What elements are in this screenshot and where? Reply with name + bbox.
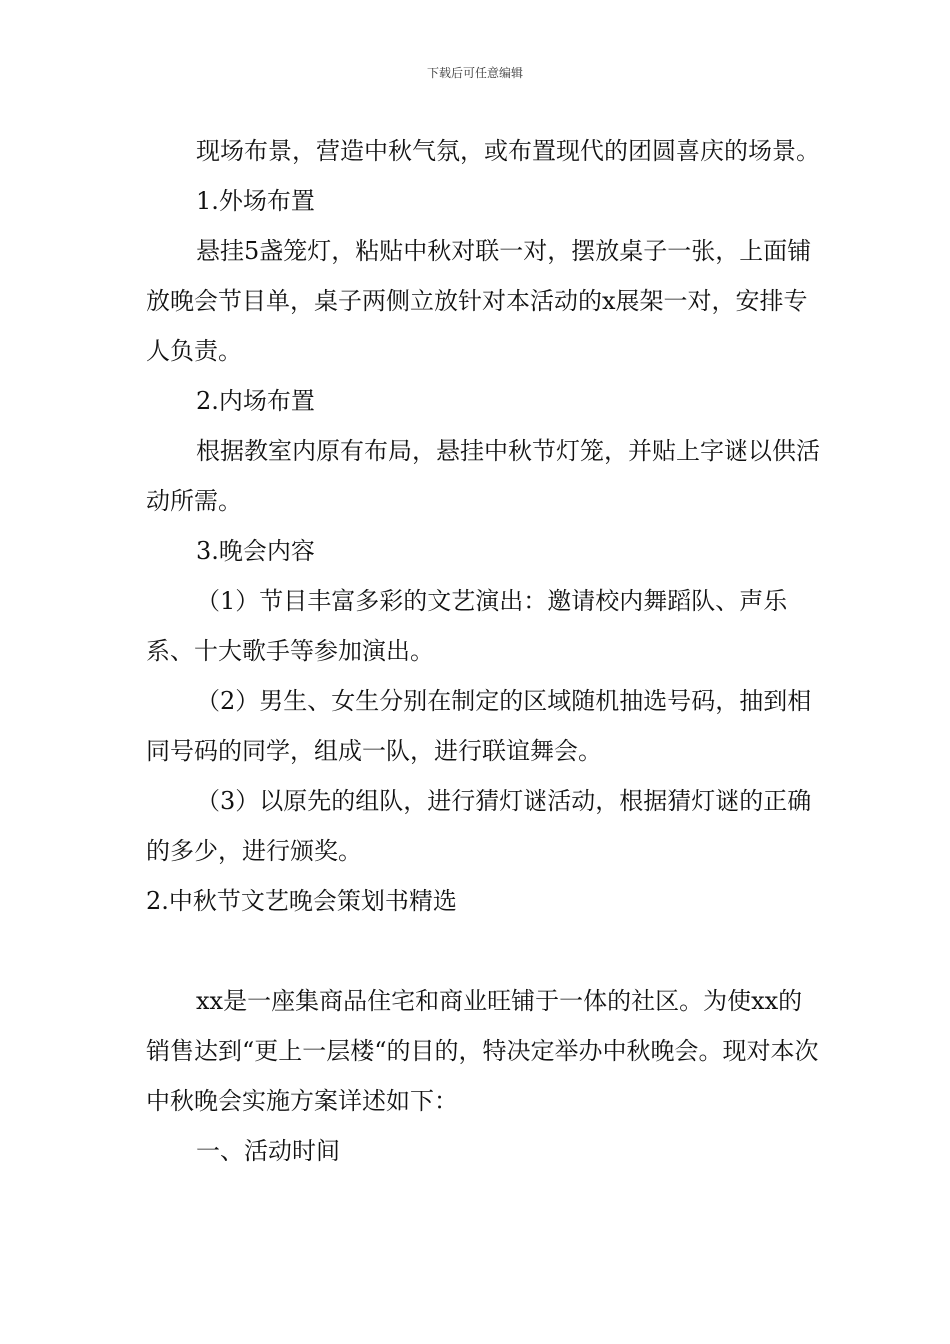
list-item-dance: （2）男生、女生分别在制定的区域随机抽选号码，抽到相同号码的同学，组成一队，进行联谊舞会。 <box>146 687 812 765</box>
heading-indoor-setup: 2.内场布置 <box>196 387 315 415</box>
heading-activity-time: 一、活动时间 <box>196 1137 340 1165</box>
document-body <box>146 126 826 1176</box>
paragraph-scene-setup: 现场布景，营造中秋气氛，或布置现代的团圆喜庆的场景。 <box>196 137 820 165</box>
heading-party-content: 3.晚会内容 <box>196 537 315 565</box>
paragraph-intro: xx是一座集商品住宅和商业旺铺于一体的社区。为使xx的销售达到“更上一层楼“的目的，特决定举办中秋晚会。现对本次中秋晚会实施方案详述如下： <box>146 987 819 1115</box>
section-title-plan: 2.中秋节文艺晚会策划书精选 <box>146 887 457 915</box>
heading-outdoor-setup: 1.外场布置 <box>196 187 315 215</box>
page-header: 下载后可任意编辑 <box>426 66 523 80</box>
list-item-riddles: （3）以原先的组队，进行猜灯谜活动，根据猜灯谜的正确的多少，进行颁奖。 <box>146 787 812 865</box>
list-item-performance: （1）节目丰富多彩的文艺演出：邀请校内舞蹈队、声乐系、十大歌手等参加演出。 <box>146 587 788 665</box>
paragraph-outdoor-setup: 悬挂5盏笼灯，粘贴中秋对联一对，摆放桌子一张，上面铺放晚会节目单，桌子两侧立放针对本活动的x展架一对，安排专人负责。 <box>146 237 812 365</box>
paragraph-indoor-setup: 根据教室内原有布局，悬挂中秋节灯笼，并贴上字谜以供活动所需。 <box>146 437 820 515</box>
